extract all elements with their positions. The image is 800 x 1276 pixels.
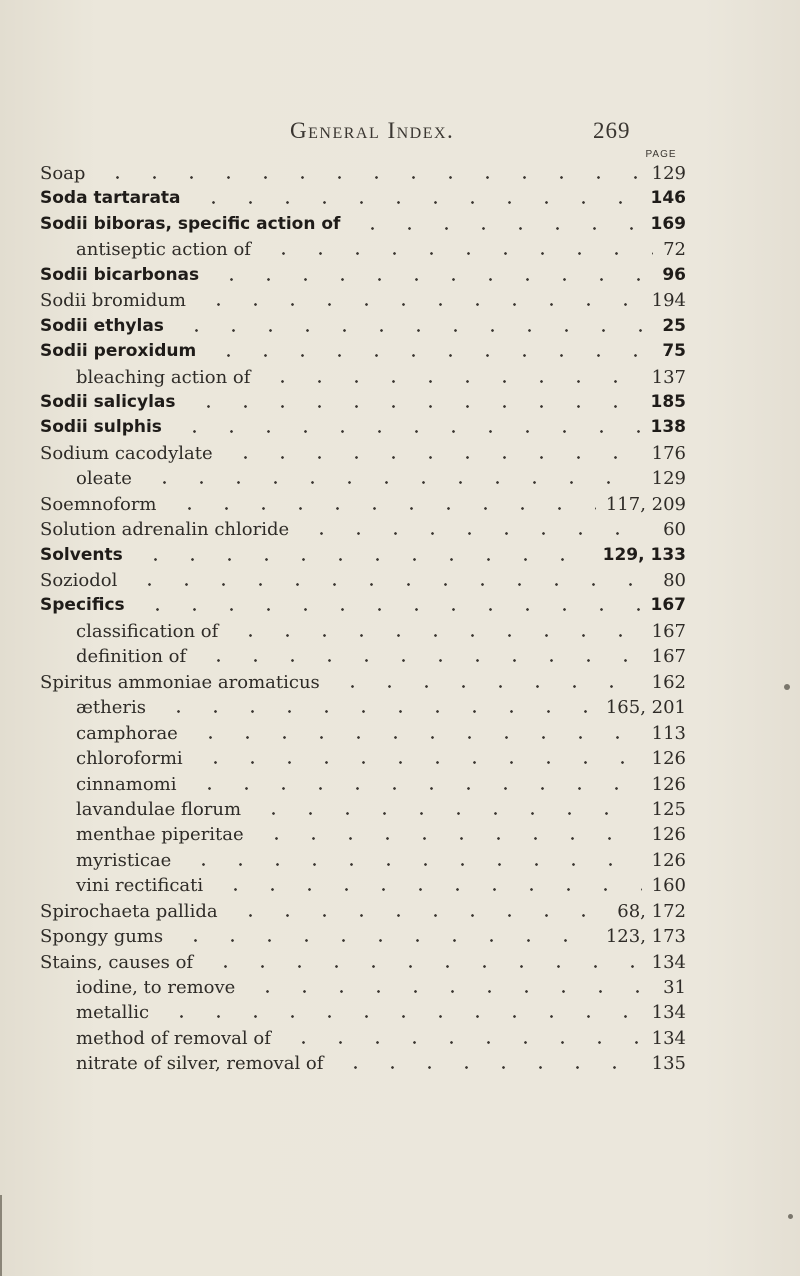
index-term: method of removal of: [76, 1027, 271, 1049]
index-term: lavandulae florum: [76, 798, 242, 820]
index-page-ref: 96: [662, 264, 686, 285]
print-speck: [788, 1214, 793, 1219]
index-entry: [0, 772, 800, 797]
index-entry: [0, 873, 800, 898]
dot-leader: [197, 746, 642, 771]
index-term: iodine, to remove: [76, 977, 236, 998]
index-page-ref: 126: [651, 748, 686, 770]
index-page-ref: 80: [663, 570, 686, 591]
index-term: cinnamomi: [76, 773, 177, 795]
index-term: ætheris: [76, 697, 146, 719]
index-term: bleaching action of: [76, 366, 251, 388]
index-term: Sodii salicylas: [40, 391, 176, 412]
index-page-ref: 129: [651, 163, 686, 184]
index-term: Spiritus ammoniae aromaticus: [40, 671, 320, 693]
index-term: Stains, causes of: [40, 951, 194, 973]
index-entry: [0, 365, 800, 390]
dot-leader: [163, 1000, 642, 1025]
dot-leader: [191, 772, 642, 797]
dot-leader: [137, 543, 593, 568]
index-entry: [0, 797, 800, 822]
index-term: Sodii biboras, specific action of: [40, 213, 341, 234]
dot-leader: [232, 619, 641, 644]
index-entry: [0, 670, 800, 695]
dot-leader: [213, 263, 652, 288]
index-page-ref: 123, 173: [605, 926, 686, 948]
dot-leader: [217, 873, 642, 898]
index-entry: [0, 161, 800, 186]
dot-leader: [264, 365, 641, 390]
index-page-ref: 134: [651, 1027, 686, 1049]
index-term: antiseptic action of: [76, 239, 251, 261]
index-entry: [0, 619, 800, 644]
index-entry: [0, 186, 800, 211]
index-term: Spirochaeta pallida: [40, 900, 218, 922]
index-page-ref: 125: [651, 798, 686, 820]
dot-leader: [255, 797, 642, 822]
index-entry: [0, 339, 800, 364]
index-term: oleate: [76, 468, 132, 490]
dot-leader: [139, 593, 641, 618]
index-entry: [0, 517, 800, 542]
dot-leader: [265, 237, 653, 262]
index-page-ref: 137: [651, 366, 686, 388]
index-page-ref: 185: [650, 391, 686, 412]
index-entry: [0, 746, 800, 771]
index-entry: [0, 263, 800, 288]
dot-leader: [334, 670, 642, 695]
index-entry-list: [0, 161, 800, 1077]
index-page-ref: 60: [663, 519, 686, 541]
dot-leader: [99, 161, 641, 186]
index-page-ref: 160: [651, 875, 686, 897]
dot-leader: [192, 721, 642, 746]
dot-leader: [249, 975, 653, 1000]
dot-leader: [160, 695, 596, 720]
page-header: [290, 118, 690, 148]
index-term: nitrate of silver, removal of: [76, 1053, 324, 1075]
index-entry: [0, 644, 800, 669]
index-term: definition of: [76, 646, 187, 668]
index-term: camphorae: [76, 722, 178, 744]
index-entry: [0, 212, 800, 237]
dot-leader: [185, 848, 641, 873]
index-term: Sodii bromidum: [40, 290, 186, 312]
index-term: vini rectificati: [76, 875, 204, 897]
index-entry: [0, 975, 800, 1000]
index-page-ref: 165, 201: [605, 697, 686, 719]
dot-leader: [227, 441, 642, 466]
index-term: menthae piperitae: [76, 824, 244, 846]
dot-leader: [232, 899, 608, 924]
index-entry: [0, 1051, 800, 1076]
index-page-ref: 138: [650, 417, 686, 438]
dot-leader: [131, 568, 653, 593]
dot-leader: [258, 822, 642, 847]
page-number: 269: [593, 118, 631, 143]
index-entry: [0, 288, 800, 313]
dot-leader: [178, 314, 652, 339]
index-page-ref: 169: [650, 213, 686, 234]
dot-leader: [171, 492, 596, 517]
page-column-label: PAGE: [645, 149, 677, 160]
index-page-ref: 162: [651, 671, 686, 693]
index-page-ref: 25: [662, 315, 686, 336]
index-page-ref: 113: [651, 722, 686, 744]
index-term: Soemnoform: [40, 493, 157, 515]
running-title: General Index.: [290, 118, 455, 143]
index-page-ref: 75: [662, 341, 686, 362]
index-page-ref: 135: [651, 1053, 686, 1075]
index-term: Spongy gums: [40, 926, 164, 948]
index-entry: [0, 848, 800, 873]
index-term: metallic: [76, 1002, 150, 1024]
index-entry: [0, 924, 800, 949]
index-page-ref: 146: [650, 188, 686, 209]
index-entry: [0, 950, 800, 975]
index-entry: [0, 593, 800, 618]
index-entry: [0, 899, 800, 924]
index-page-ref: 126: [651, 824, 686, 846]
index-term: Specifics: [40, 595, 125, 616]
index-entry: [0, 441, 800, 466]
index-entry: [0, 568, 800, 593]
index-term: Sodii ethylas: [40, 315, 164, 336]
index-entry: [0, 415, 800, 440]
index-entry: [0, 314, 800, 339]
index-term: Sodium cacodylate: [40, 442, 213, 464]
index-page-ref: 167: [651, 620, 686, 642]
index-page-ref: 134: [651, 1002, 686, 1024]
dot-leader: [207, 950, 642, 975]
dot-leader: [337, 1051, 641, 1076]
index-entry: [0, 822, 800, 847]
index-term: Solvents: [40, 544, 123, 565]
dot-leader: [200, 288, 642, 313]
index-entry: [0, 237, 800, 262]
dot-leader: [146, 466, 642, 491]
index-entry: [0, 492, 800, 517]
index-page-ref: 31: [663, 977, 686, 998]
index-term: myristicae: [76, 849, 172, 871]
dot-leader: [354, 212, 640, 237]
dot-leader: [176, 415, 641, 440]
index-term: Sodii sulphis: [40, 417, 162, 438]
index-term: Sodii bicarbonas: [40, 264, 200, 285]
index-page-ref: 117, 209: [605, 493, 686, 515]
index-page-ref: 176: [651, 442, 686, 464]
dot-leader: [303, 517, 653, 542]
index-page-ref: 129, 133: [602, 544, 686, 565]
index-page-ref: 194: [651, 290, 686, 312]
index-page-ref: 68, 172: [617, 900, 686, 922]
index-page-ref: 72: [663, 239, 686, 261]
index-entry: [0, 695, 800, 720]
print-speck: [784, 684, 790, 690]
index-entry: [0, 390, 800, 415]
dot-leader: [177, 924, 596, 949]
index-term: Soda tartarata: [40, 188, 181, 209]
index-entry: [0, 543, 800, 568]
dot-leader: [190, 390, 641, 415]
index-page-ref: 167: [651, 646, 686, 668]
index-page-ref: 167: [650, 595, 686, 616]
index-entry: [0, 466, 800, 491]
index-term: Sodii peroxidum: [40, 341, 197, 362]
index-term: classification of: [76, 620, 219, 642]
index-page-ref: 129: [651, 468, 686, 490]
dot-leader: [200, 644, 641, 669]
index-term: Soziodol: [40, 570, 118, 591]
index-entry: [0, 1000, 800, 1025]
index-page-ref: 126: [651, 849, 686, 871]
index-entry: [0, 1026, 800, 1051]
index-term: Solution adrenalin chloride: [40, 519, 290, 541]
dot-leader: [210, 339, 652, 364]
index-page-ref: 126: [651, 773, 686, 795]
index-entry: [0, 721, 800, 746]
dot-leader: [285, 1026, 642, 1051]
dot-leader: [195, 186, 641, 211]
index-term: Soap: [40, 163, 86, 184]
index-term: chloroformi: [76, 748, 183, 770]
index-page-ref: 134: [651, 951, 686, 973]
page-edge-shadow: [0, 1195, 2, 1276]
